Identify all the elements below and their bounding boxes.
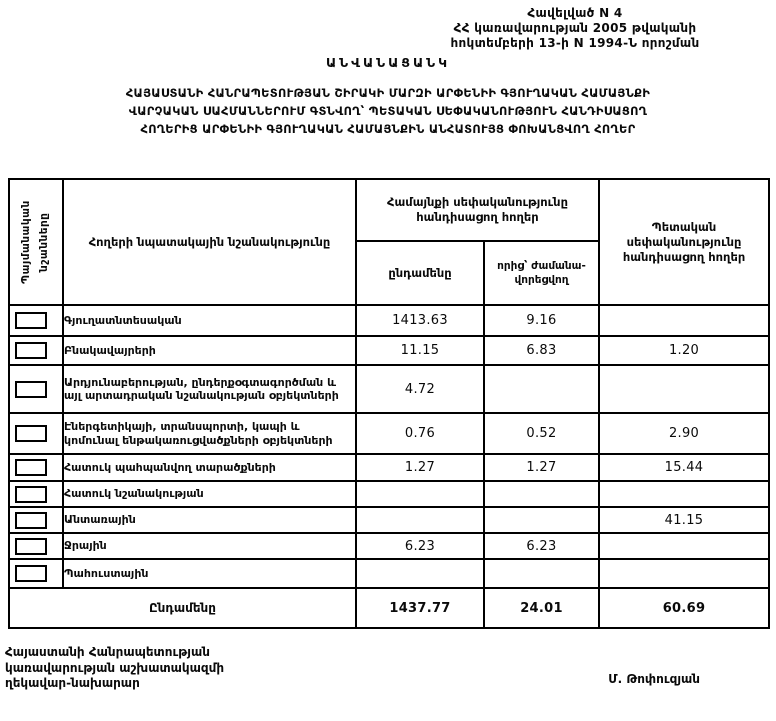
- cell-total: 1.27: [356, 454, 484, 481]
- cell-state: [599, 559, 769, 588]
- cell-state: [599, 365, 769, 413]
- row-label: Ջրային: [63, 533, 356, 559]
- cell-total: 11.15: [356, 336, 484, 365]
- table-row-special-purpose: [9, 481, 769, 507]
- total-cell-state: 60.69: [599, 588, 769, 628]
- cell-leased: [484, 559, 599, 588]
- appendix-line-2: ՀՀ կառավարության 2005 թվականի: [453, 21, 697, 35]
- appendix-line-1: Հավելված N 4: [527, 6, 623, 20]
- appendix-line-3: հոկտեմբերի 13-ի N 1994-Ն որոշման: [450, 36, 700, 50]
- legend-symbol-box: [15, 512, 47, 529]
- main-title: [30, 84, 746, 138]
- row-label: Արդյունաբերության, ընդերքօգտագործման և այլ արտադրական նշանակության օբյեկտների: [63, 365, 356, 413]
- cell-total: [356, 559, 484, 588]
- cell-leased: 0.52: [484, 413, 599, 454]
- symbol-cell: [9, 336, 63, 365]
- cell-state: 15.44: [599, 454, 769, 481]
- col-header-leased-line-2: վորեցվող: [514, 274, 569, 286]
- row-label: Հատուկ նշանակության: [63, 481, 356, 507]
- col-header-leased: [484, 241, 599, 305]
- table-row-water: [9, 533, 769, 559]
- cell-state: 41.15: [599, 507, 769, 533]
- legend-symbol-box: [15, 538, 47, 555]
- cell-total: 6.23: [356, 533, 484, 559]
- main-title-line-2: ՎԱՐՉԱԿԱՆ ՍԱՀՄԱՆՆԵՐՈՒՄ ԳՏՆՎՈՂ՝ ՊԵՏԱԿԱՆ ՍԵՓԱԿԱՆՈՒԹՅՈՒՆ ՀԱՆԴԻՍԱՑՈՂ: [128, 104, 648, 118]
- table-row-protected: [9, 454, 769, 481]
- table-row-grand-total: [9, 588, 769, 628]
- cell-total: [356, 481, 484, 507]
- symbol-cell: [9, 559, 63, 588]
- cell-state: 2.90: [599, 413, 769, 454]
- cell-total: 4.72: [356, 365, 484, 413]
- cell-leased: [484, 481, 599, 507]
- document-type-heading: ԱՆՎԱՆԱՑԱՆԿ: [325, 55, 451, 70]
- cell-state: [599, 481, 769, 507]
- symbol-cell: [9, 454, 63, 481]
- cell-state: 1.20: [599, 336, 769, 365]
- row-label: Էներգետիկայի, տրանսպորտի, կապի և կոմունալ ենթակառուցվածքների օբյեկտների: [63, 413, 356, 454]
- col-header-symbols: [9, 179, 63, 305]
- col-header-community-group: Համայնքի սեփականությունը հանդիսացող հողեր: [356, 179, 599, 241]
- appendix-reference: [408, 6, 742, 51]
- signatory-title-line-2: կառավարության աշխատակազմի: [5, 660, 225, 675]
- row-label: Անտառային: [63, 507, 356, 533]
- legend-symbol-box: [15, 565, 47, 582]
- cell-leased: 6.23: [484, 533, 599, 559]
- cell-leased: [484, 365, 599, 413]
- row-label: Բնակավայրերի: [63, 336, 356, 365]
- table-header-row-1: [9, 179, 769, 241]
- cell-leased: [484, 507, 599, 533]
- cell-leased: 9.16: [484, 305, 599, 336]
- land-transfer-table: [8, 178, 770, 629]
- cell-leased: 6.83: [484, 336, 599, 365]
- legend-symbol-box: [15, 342, 47, 359]
- symbol-cell: [9, 533, 63, 559]
- cell-total: 0.76: [356, 413, 484, 454]
- legend-symbol-box: [15, 381, 47, 398]
- table-row-reserve: [9, 559, 769, 588]
- symbol-cell: [9, 507, 63, 533]
- row-label: Հատուկ պահպանվող տարածքների: [63, 454, 356, 481]
- col-header-symbols-label: Պայմանական նշանները: [20, 200, 50, 284]
- table-row-agricultural: [9, 305, 769, 336]
- col-header-total: ընդամենը: [356, 241, 484, 305]
- signatory-name: Մ. Թոփուզյան: [608, 672, 700, 686]
- col-header-purpose: Հողերի նպատակային նշանակությունը: [63, 179, 356, 305]
- signatory-title-block: [5, 645, 224, 692]
- main-title-line-3: ՀՈՂԵՐԻՑ ԱՐՓԵՆԻԻ ԳՅՈՒՂԱԿԱՆ ՀԱՄԱՅՆՔԻՆ ԱՆՀԱՏՈՒՅՑ ՓՈԽԱՆՑՎՈՂ ՀՈՂԵՐ: [140, 122, 636, 136]
- table-row-industrial: [9, 365, 769, 413]
- legend-symbol-box: [15, 486, 47, 503]
- table-row-energy-transport: [9, 413, 769, 454]
- row-label: Պահուստային: [63, 559, 356, 588]
- table-row-forest: [9, 507, 769, 533]
- symbol-cell: [9, 413, 63, 454]
- main-title-line-1: ՀԱՅԱՍՏԱՆԻ ՀԱՆՐԱՊԵՏՈՒԹՅԱՆ ՇԻՐԱԿԻ ՄԱՐԶԻ ԱՐՓԵՆԻԻ ԳՅՈՒՂԱԿԱՆ ՀԱՄԱՅՆՔԻ: [125, 86, 651, 100]
- row-label: Գյուղատնտեսական: [63, 305, 356, 336]
- cell-total: [356, 507, 484, 533]
- col-header-leased-line-1: որից՝ ժամանա-: [497, 260, 586, 272]
- total-cell-leased: 24.01: [484, 588, 599, 628]
- total-cell-total: 1437.77: [356, 588, 484, 628]
- cell-leased: 1.27: [484, 454, 599, 481]
- total-row-label: Ընդամենը: [9, 588, 356, 628]
- legend-symbol-box: [15, 459, 47, 476]
- col-header-state: Պետական սեփականությունը հանդիսացող հողեր: [599, 179, 769, 305]
- symbol-cell: [9, 365, 63, 413]
- table-row-residential: [9, 336, 769, 365]
- symbol-cell: [9, 481, 63, 507]
- cell-total: 1413.63: [356, 305, 484, 336]
- symbol-cell: [9, 305, 63, 336]
- legend-symbol-box: [15, 425, 47, 442]
- legend-symbol-box: [15, 312, 47, 329]
- cell-state: [599, 305, 769, 336]
- cell-state: [599, 533, 769, 559]
- signatory-title-line-1: Հայաստանի Հանրապետության: [5, 645, 210, 659]
- signatory-title-line-3: ղեկավար-նախարար: [5, 676, 140, 690]
